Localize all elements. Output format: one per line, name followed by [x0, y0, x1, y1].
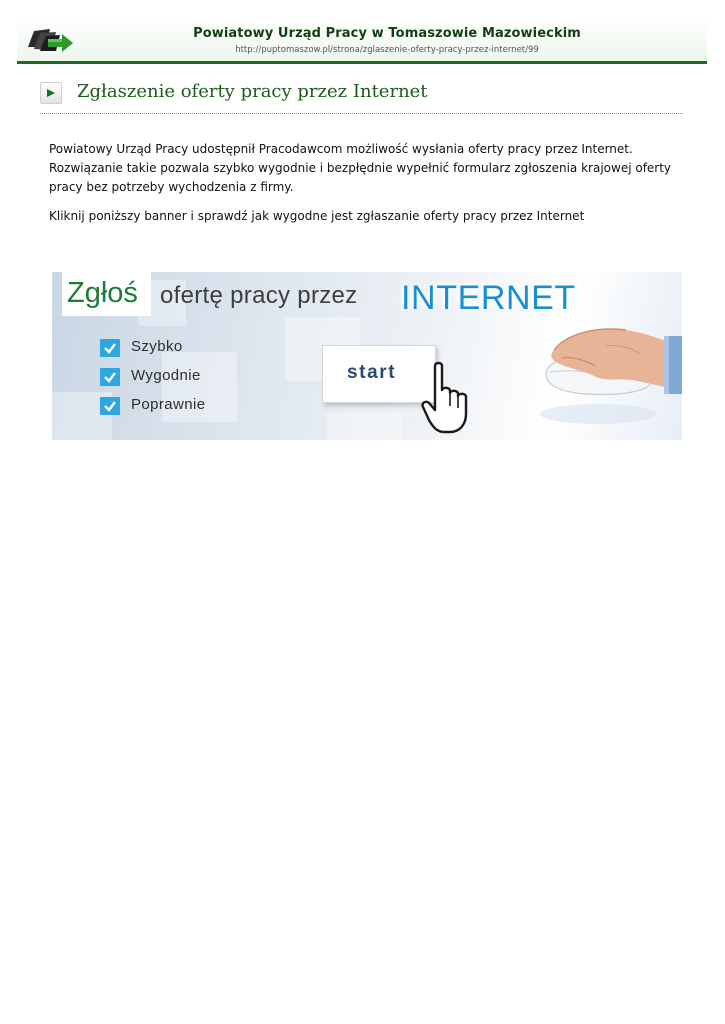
checkbox-checked-icon [100, 397, 120, 415]
page-header [17, 17, 707, 64]
intro-paragraph: Powiatowy Urząd Pracy udostępnił Pracodawcom możliwość wysłania oferty pracy przez Internet. Rozwiązanie takie pozwala szybko wygodnie i bezpłędnie wypełnić formularz zgłoszenia krajowej oferty pracy bez potrzeby wychodzenia z firmy. [49, 142, 672, 194]
feature-label: Poprawnie [131, 396, 206, 413]
banner-decor-tile [327, 412, 402, 440]
arrow-right-icon [46, 88, 56, 98]
heading-marker [40, 82, 62, 104]
page-title: Zgłaszenie oferty pracy przez Internet [77, 81, 428, 102]
banner-title-zglos: Zgłoś [67, 277, 138, 309]
mouse-hand-icon [536, 322, 682, 432]
checkbox-checked-icon [100, 339, 120, 357]
site-url[interactable]: http://puptomaszow.pl/strona/zglaszenie-oferty-pracy-przez-internet/99 [235, 45, 539, 55]
instruction-paragraph: Kliknij poniższy banner i sprawdź jak wygodne jest zgłaszanie oferty pracy przez Internet [49, 209, 585, 223]
banner-title-internet: INTERNET [401, 279, 576, 317]
checkbox-checked-icon [100, 368, 120, 386]
heading-divider [40, 113, 683, 114]
feature-label: Wygodnie [131, 367, 201, 384]
start-button-label: start [347, 362, 397, 383]
hand-pointer-icon [417, 360, 481, 436]
submit-offer-banner[interactable] [52, 272, 682, 440]
feature-label: Szybko [131, 338, 183, 355]
site-title: Powiatowy Urząd Pracy w Tomaszowie Mazowieckim [193, 26, 581, 41]
banner-title-middle: ofertę pracy przez [160, 282, 358, 309]
